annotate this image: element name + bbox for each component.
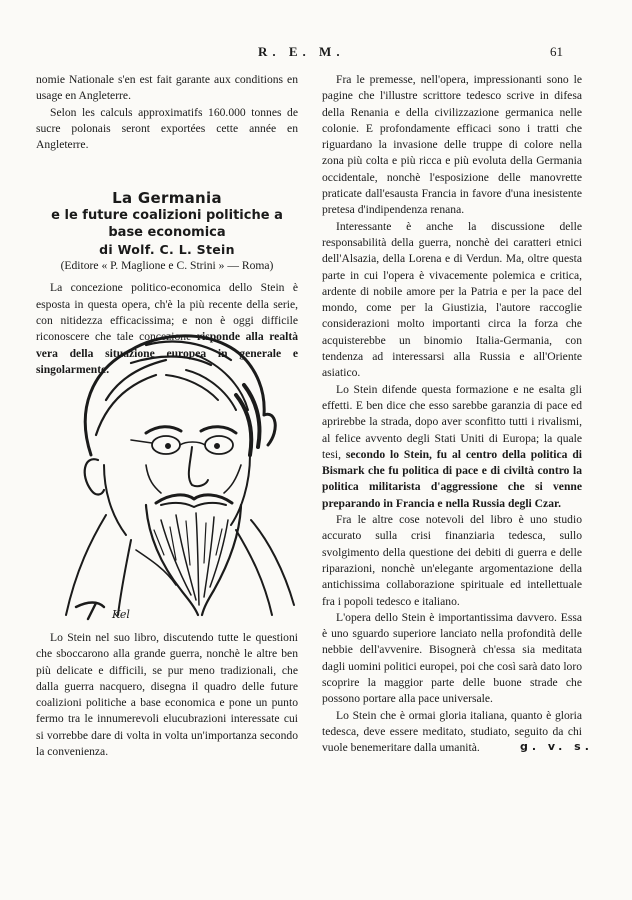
paragraph-text: Lo Stein difende questa formazione e ne esalta gli effetti. E ben dice che esso sarebbe garanzia di pace ed aprirebbe la strada, dopo aver sconfitto tutti i rivalismi, al felice avvento degli Stati Uniti di Europa; la quale tesi, bbox=[322, 382, 582, 461]
paragraph: Lo Stein che è ormai gloria italiana, quanto è gloria tedesca, deve essere meditato, studiato, seguito da chi vuole benemeritare dalla umanità. bbox=[322, 708, 582, 755]
running-title: R. E. M. bbox=[258, 44, 345, 59]
author-initials: g. v. s. bbox=[520, 740, 593, 753]
right-column bbox=[322, 72, 582, 756]
artist-signature: Kel bbox=[112, 608, 130, 621]
paragraph-bold: secondo lo Stein, fu al centro della politica di Bismark che fu politica di pace e di civiltà bbox=[322, 447, 582, 478]
paragraph: nomie Nationale s'en est fait garante aux conditions en usage en Angleterre. bbox=[36, 73, 298, 103]
paragraph bbox=[322, 382, 582, 512]
page-header bbox=[0, 44, 632, 60]
paragraph: Fra le premesse, nell'opera, impressionanti sono le pagine che l'illustre scrittore tedesco scrive in difesa della Renania e della civilizzazione germanica nelle colonie. E profondamente efficaci sono i tratti che riguardano la invasione delle truppe di colore nella zona più colta e più ricca e più evoluta della Germania occidentale, nonchè l'esposizione delle manovrette praticate dall'esausta Francia in favore d'una inesistente pretesa d'indipendenza renana. bbox=[322, 73, 582, 217]
review-author: di Wolf. C. L. Stein bbox=[99, 242, 235, 258]
review-title-line1: La Germania bbox=[112, 189, 222, 208]
review-title bbox=[36, 189, 298, 241]
page-number: 61 bbox=[550, 44, 563, 59]
review-title-line2: e le future coalizioni politiche a base economica bbox=[51, 208, 283, 241]
paragraph: Fra le altre cose notevoli del libro è uno studio accurato sulla crisi finanziaria tedesca, sullo svolgimento della questione dei debiti di guerra e delle riparazioni, nonchè un'elegante argomentazione della antichissima collaborazione spirituale ed intellettuale fra i popoli tedesco e italiano. bbox=[322, 513, 582, 608]
review-intro-bold: risponde alla realtà vera della situazione europea in generale e singolarmente. bbox=[36, 330, 299, 376]
review-publisher: (Editore « P. Maglione e C. Strini » — Roma) bbox=[60, 259, 274, 273]
portrait-caricature bbox=[36, 315, 302, 625]
paragraph: Lo Stein nel suo libro, discutendo tutte le questioni che sboccarono alla grande guerra, nonchè le altre ben più delicate e difficili, se pur meno tradizionali, che dalla guerra nacquero, disegna il quadro delle future coalizioni politiche a base economica e pone un punto fermo tra le innumerevoli elucubrazioni interessate cui si vorrebbe dare di volta in volta un'importanza secondo la convenienza. bbox=[36, 631, 298, 759]
left-column-bottom bbox=[36, 630, 298, 760]
paragraph-bold: contro la politica militarista d'aggressione che si venne preparando in Francia e nella Russia degli Czar. bbox=[322, 464, 582, 510]
paragraph: Interessante è anche la discussione delle responsabilità della guerra, nonchè dei caratteri etnici dell'Alsazia, della Lorena e di Verdun. Ma, oltre questa parte in cui l'opera è vivacemente polemica e critica, ardente di nobile amore per la Patria e per la pace del mondo, come per la Giustizia, l'autore raccoglie considerazioni molto importanti circa la forza che acquisterebbe un binomio Italia-Germania, con tendenza ad interessarsi alla Russia e all'Oriente asiatico. bbox=[322, 219, 582, 380]
paragraph: L'opera dello Stein è importantissima davvero. Essa è uno sguardo superiore lanciato nella profondità delle nebbie dell'avvenire. Bisognerà ch'essa sia meditata dagli uomini politici europei, poi che così sarà dato loro scoprire la maggior parte delle buone strade che possono portare alla pace universale. bbox=[322, 610, 582, 706]
review-intro-text: La concezione politico-economica dello Stein è esposta in questa opera, ch'è la più recente della serie, con nitidezza efficacissima; e non è oggi difficile riconoscere che tale concezione bbox=[36, 281, 298, 344]
paragraph: Selon les calculs approximatifs 160.000 tonnes de sucre polonais seront exportées cette année en Angleterre. bbox=[36, 105, 298, 152]
